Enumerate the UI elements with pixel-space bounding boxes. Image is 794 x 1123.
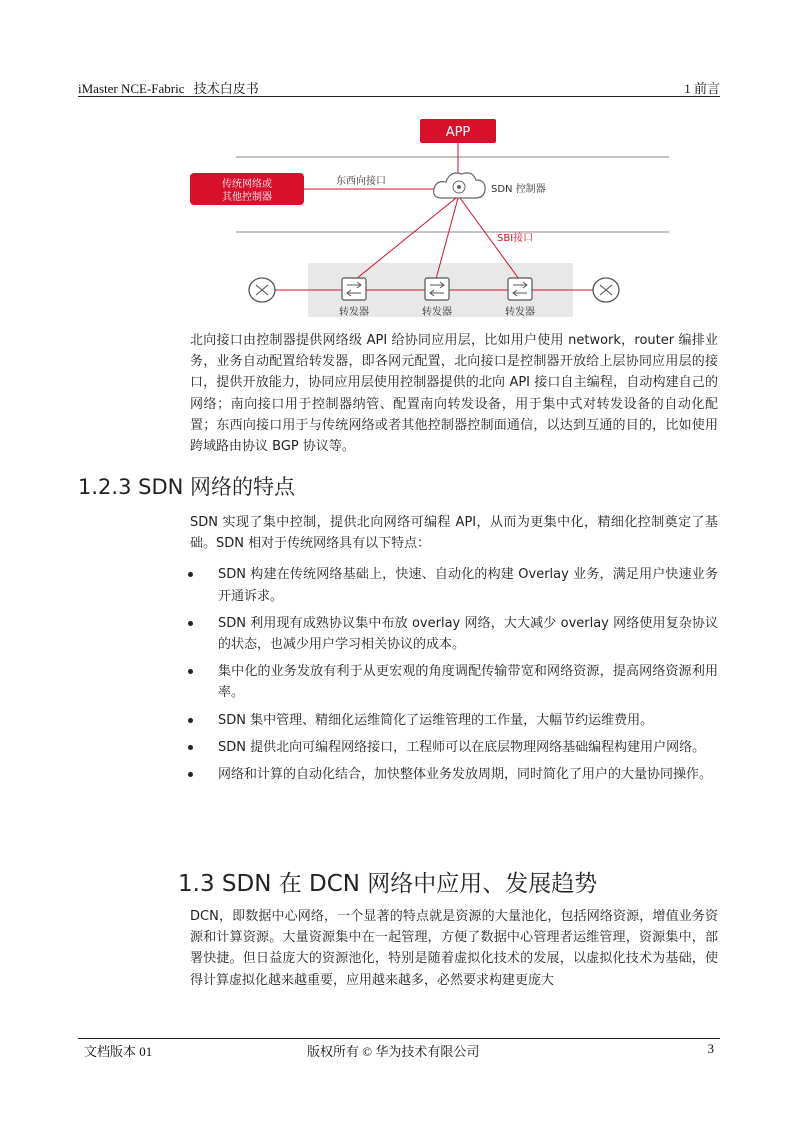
bullet-icon xyxy=(188,572,193,577)
footer-rule xyxy=(78,1038,720,1039)
list-item-text: 集中化的业务发放有利于从更宏观的角度调配传输带宽和网络资源，提高网络资源利用率。 xyxy=(218,664,718,701)
list-item-text: SDN 利用现有成熟协议集中布放 overlay 网络，大大减少 overlay 网络使用复杂协议的状态，也减少用户学习相关协议的成本。 xyxy=(218,615,718,653)
router-right-icon xyxy=(593,278,619,302)
list-item xyxy=(190,764,718,785)
section-123-heading: 1.2.3 SDN 网络的特点 xyxy=(78,475,295,499)
forwarder-2-switch-icon xyxy=(425,278,449,300)
list-item-text: SDN 构建在传统网络基础上，快速、自动化的构建 Overlay 业务，满足用户快速业务开通诉求。 xyxy=(218,567,718,604)
forwarder-3-switch-icon xyxy=(508,278,532,300)
forwarder-label: 转发器 xyxy=(422,307,452,318)
sdn-architecture-diagram xyxy=(186,112,672,324)
section-123-lead: SDN 实现了集中控制，提供北向网络可编程 API，从而为更集中化，精细化控制奠定了基础。SDN 相对于传统网络具有以下特点： xyxy=(190,515,718,552)
section-13-heading: 1.3 SDN 在 DCN 网络中应用、发展趋势 xyxy=(178,871,598,897)
forwarder-label: 转发器 xyxy=(339,307,369,318)
list-item xyxy=(190,613,718,655)
sdn-controller-cloud-icon xyxy=(434,173,485,198)
footer-copyright: 版权所有 © 华为技术有限公司 xyxy=(307,1044,480,1059)
header-doc-type: 技术白皮书 xyxy=(193,81,259,96)
sdn-controller-label: SDN 控制器 xyxy=(491,184,546,195)
legacy-controller-line1: 传统网络或 xyxy=(222,179,272,190)
list-item xyxy=(190,737,718,758)
header-rule xyxy=(78,96,720,97)
list-item-text: 网络和计算的自动化结合，加快整体业务发放周期，同时简化了用户的大量协同操作。 xyxy=(218,767,713,783)
footer-doc-version: 文档版本 01 xyxy=(84,1044,153,1059)
footer-page-number: 3 xyxy=(707,1041,714,1056)
legacy-controller-line2: 其他控制器 xyxy=(222,192,272,203)
bullet-icon xyxy=(188,745,193,750)
intro-paragraph: 北向接口由控制器提供网络级 API 给协同应用层，比如用户使用 network，router 编排业务，业务自动配置给转发器，即各网元配置，北向接口是控制器开放给上层协同应用层的接口，提供开放能力，协同应用层使用控制器提供的北向 API 接口自主编程，自动构建自己的网络；南向接口用于控制器纳管、配置南向转发设备，用于集中式对转发设备的自动化配置；东西向接口用于与传统网络或者其他控制器控制面通信，以达到互通的目的，比如使用跨域路由协议 BGP 协议等。 xyxy=(190,333,718,455)
intro-section xyxy=(190,330,718,457)
bullet-icon xyxy=(188,718,193,723)
section-13-paragraph: DCN，即数据中心网络，一个显著的特点就是资源的大量池化，包括网络资源，增值业务资源和计算资源。大量资源集中在一起管理，方便了数据中心管理者运维管理，资源集中，部署快捷。但日益庞大的资源池化，特别是随着虚拟化技术的发展，以虚拟化技术为基础，使得计算虚拟化越来越重要，应用越来越多，必然要求构建更庞大 xyxy=(190,909,718,988)
list-item-text: SDN 集中管理、精细化运维简化了运维管理的工作量，大幅节约运维费用。 xyxy=(218,712,654,728)
header-title xyxy=(78,78,259,97)
east-west-label: 东西向接口 xyxy=(336,176,386,187)
bullet-icon xyxy=(188,772,193,777)
bullet-icon xyxy=(188,621,193,626)
section-13-body xyxy=(190,906,718,991)
feature-list xyxy=(190,564,718,785)
bullet-icon xyxy=(188,669,193,674)
forwarder-1-switch-icon xyxy=(342,278,366,300)
forwarder-label: 转发器 xyxy=(505,307,535,318)
router-left-icon xyxy=(249,278,275,302)
list-item xyxy=(190,564,718,606)
header-chapter: 1 前言 xyxy=(684,81,720,96)
section-123-body xyxy=(190,512,718,791)
sbi-label: SBI接口 xyxy=(497,233,534,244)
header-product: iMaster NCE-Fabric xyxy=(78,81,185,96)
list-item xyxy=(190,710,718,731)
list-item-text: SDN 提供北向可编程网络接口，工程师可以在底层物理网络基础编程构建用户网络。 xyxy=(218,739,706,755)
list-item xyxy=(190,661,718,703)
app-label: APP xyxy=(445,125,471,140)
